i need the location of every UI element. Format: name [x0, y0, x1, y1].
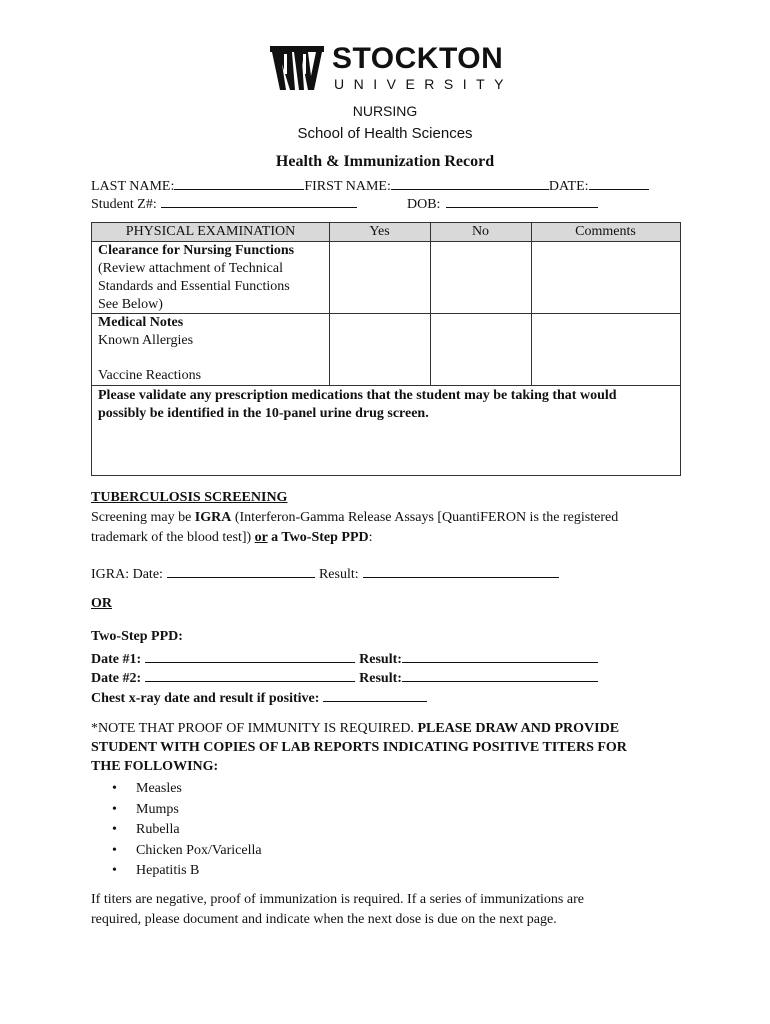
date1-row — [91, 649, 598, 668]
tb-description-line — [91, 530, 373, 546]
medical-no-cell[interactable] — [431, 314, 531, 385]
chest-xray-field[interactable] — [323, 688, 427, 702]
immunity-note-bold: PLEASE DRAW AND PROVIDE — [417, 721, 620, 736]
tb-heading: TUBERCULOSIS SCREENING — [91, 490, 288, 505]
first-name-field[interactable] — [391, 176, 549, 190]
header-yes: Yes — [369, 224, 390, 239]
igra-result-label: Result: — [318, 567, 359, 582]
student-z-field[interactable] — [161, 194, 357, 208]
header-physical-exam: PHYSICAL EXAMINATION — [125, 224, 296, 239]
clearance-line: Standards and Essential Functions — [98, 279, 290, 294]
tb-ppd-text: a Two-Step PPD — [267, 530, 369, 545]
list-item: • Mumps — [110, 800, 262, 821]
header-no: No — [471, 224, 490, 239]
date-label: DATE: — [548, 179, 589, 194]
row-divider — [92, 385, 680, 386]
clearance-title: Clearance for Nursing Functions — [98, 243, 295, 258]
name-date-row — [91, 176, 649, 195]
clearance-line: (Review attachment of Technical — [98, 261, 283, 276]
list-item: • Hepatitis B — [110, 861, 262, 882]
stockton-logo — [270, 42, 514, 96]
tb-igra-text: IGRA — [194, 510, 232, 525]
date1-result-label: Result: — [359, 652, 402, 667]
medical-notes-cell — [98, 314, 328, 385]
list-item: • Chicken Pox/Varicella — [110, 841, 262, 862]
date2-field[interactable] — [145, 668, 355, 682]
first-name-label: FIRST NAME: — [304, 179, 391, 194]
logo-wordmark: STOCKTON — [332, 42, 504, 75]
date2-result-field[interactable] — [402, 668, 598, 682]
tb-text: (Interferon-Gamma Release Assays [QuantiFERON is the registered — [231, 510, 619, 525]
list-item: • Rubella — [110, 820, 262, 841]
date1-field[interactable] — [145, 649, 355, 663]
date2-row — [91, 668, 598, 687]
date1-result-field[interactable] — [402, 649, 598, 663]
immunity-note-line — [91, 721, 619, 737]
tb-or-text: or — [254, 530, 268, 545]
immunity-note-line: THE FOLLOWING: — [91, 759, 219, 774]
form-title: Health & Immunization Record — [275, 153, 495, 170]
titer-list — [110, 779, 262, 882]
date1-label: Date #1: — [91, 652, 142, 667]
prescription-line: Please validate any prescription medications that the student may be taking that would — [98, 388, 617, 403]
tb-description-line — [91, 510, 618, 526]
medical-comments-cell[interactable] — [532, 314, 680, 385]
header-comments: Comments — [575, 224, 636, 239]
tree-logo-icon — [270, 46, 324, 92]
tb-text: Screening may be — [91, 510, 195, 525]
known-allergies-label: Known Allergies — [98, 333, 194, 348]
igra-date-field[interactable] — [167, 564, 315, 578]
tb-text: : — [368, 530, 373, 545]
igra-result-field[interactable] — [363, 564, 559, 578]
medical-yes-cell[interactable] — [330, 314, 430, 385]
date2-result-label: Result: — [359, 671, 402, 686]
clearance-line: See Below) — [98, 297, 163, 312]
two-step-heading: Two-Step PPD: — [91, 629, 183, 644]
logo-subtitle: UNIVERSITY — [334, 76, 514, 92]
immunity-note-text: *NOTE THAT PROOF OF IMMUNITY IS REQUIRED. — [91, 721, 418, 736]
chest-xray-row — [91, 688, 427, 707]
last-name-field[interactable] — [174, 176, 304, 190]
footer-line: If titers are negative, proof of immunization is required. If a series of immunizations are — [91, 892, 584, 907]
last-name-label: LAST NAME: — [91, 179, 175, 194]
clearance-no-cell[interactable] — [431, 242, 531, 313]
school-name: School of Health Sciences — [297, 125, 473, 142]
department-name: NURSING — [352, 103, 418, 119]
date-field[interactable] — [589, 176, 649, 190]
clearance-comments-cell[interactable] — [532, 242, 680, 313]
student-z-label: Student Z#: — [91, 197, 157, 212]
prescription-line: possibly be identified in the 10-panel urine drug screen. — [98, 406, 429, 421]
immunity-note-line: STUDENT WITH COPIES OF LAB REPORTS INDICATING POSITIVE TITERS FOR — [91, 740, 627, 755]
date2-label: Date #2: — [91, 671, 142, 686]
chest-xray-label: Chest x-ray date and result if positive: — [91, 691, 320, 706]
list-item: • Measles — [110, 779, 262, 800]
clearance-cell — [98, 242, 328, 314]
igra-date-label: IGRA: Date: — [91, 567, 163, 582]
physical-exam-table — [91, 222, 681, 476]
dob-label: DOB: — [407, 197, 441, 212]
clearance-yes-cell[interactable] — [330, 242, 430, 313]
tb-text: trademark of the blood test]) — [91, 530, 255, 545]
student-z-row — [91, 194, 357, 213]
prescription-cell[interactable] — [98, 387, 676, 423]
igra-row — [91, 564, 559, 583]
dob-row — [407, 194, 598, 213]
footer-line: required, please document and indicate when the next dose is due on the next page. — [91, 912, 557, 927]
medical-notes-title: Medical Notes — [98, 315, 184, 330]
vaccine-reactions-label: Vaccine Reactions — [98, 368, 202, 383]
dob-field[interactable] — [446, 194, 598, 208]
or-separator: OR — [91, 596, 112, 611]
